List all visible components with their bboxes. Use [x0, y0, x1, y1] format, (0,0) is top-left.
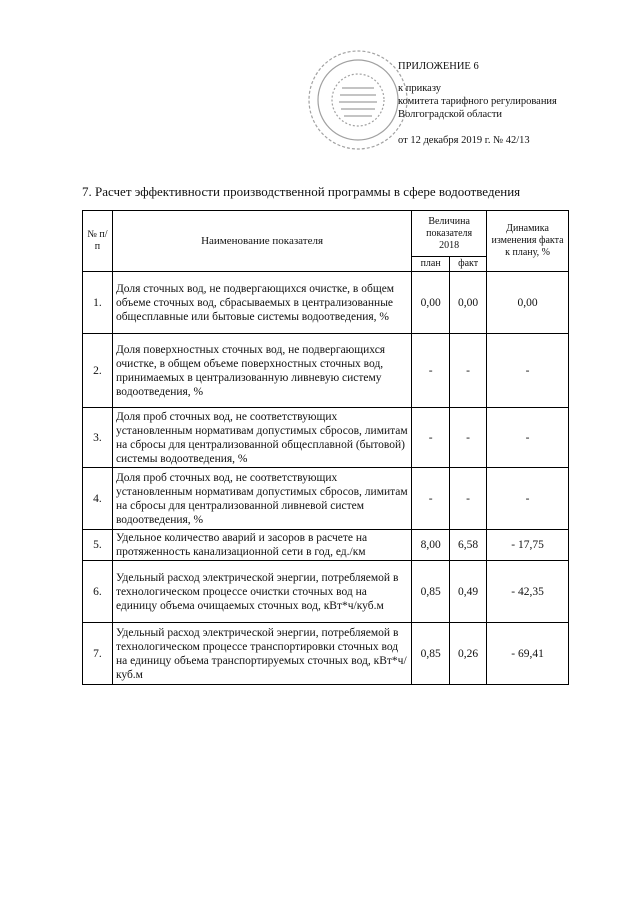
- row-indicator-name: Доля сточных вод, не подвергающихся очистке, в общем объеме сточных вод, сбрасываемых в централизованные общесплавные или бытовые системы водоотведения, %: [112, 272, 411, 334]
- row-plan-value: 0,00: [412, 272, 450, 334]
- row-dynamics-value: - 69,41: [487, 623, 569, 685]
- table-row: [83, 468, 569, 530]
- row-indicator-name: Удельное количество аварий и засоров в расчете на протяженность канализационной сети в год, ед./км: [112, 530, 411, 561]
- row-fact-value: -: [450, 334, 487, 408]
- header-dynamics: Динамика изменения факта к плану, %: [487, 211, 569, 272]
- section-title: 7. Расчет эффективности производственной программы в сфере водоотведения: [82, 184, 521, 199]
- row-number: 2.: [83, 334, 113, 408]
- appendix-line-order: к приказу: [398, 83, 441, 94]
- row-number: 7.: [83, 623, 113, 685]
- header-indicator-name: Наименование показателя: [112, 211, 411, 272]
- row-plan-value: -: [412, 468, 450, 530]
- appendix-line-region: Волгоградской области: [398, 109, 503, 120]
- header-number: № п/п: [83, 211, 113, 272]
- row-indicator-name: Доля проб сточных вод, не соответствующих установленным нормативам допустимых сбросов, лимитам на сбросы для централизованной общесплавной (бытовой) системы водоотведения, %: [112, 408, 411, 468]
- appendix-title: ПРИЛОЖЕНИЕ 6: [398, 61, 479, 72]
- row-fact-value: -: [450, 468, 487, 530]
- row-dynamics-value: -: [487, 334, 569, 408]
- appendix-line-committee: комитета тарифного регулирования: [398, 96, 557, 107]
- table-row: [83, 334, 569, 408]
- row-plan-value: -: [412, 334, 450, 408]
- row-number: 4.: [83, 468, 113, 530]
- row-number: 3.: [83, 408, 113, 468]
- row-indicator-name: Удельный расход электрической энергии, потребляемой в технологическом процессе транспортировки сточных вод на единицу объема транспортируемых сточных вод, кВт*ч/куб.м: [112, 623, 411, 685]
- appendix-header: [398, 60, 557, 147]
- row-indicator-name: Доля поверхностных сточных вод, не подвергающихся очистке, в общем объеме поверхностных сточных вод, принимаемых в централизованную ливневую систему водоотведения, %: [112, 334, 411, 408]
- header-indicator-value: Величина показателя 2018: [412, 211, 487, 257]
- row-number: 6.: [83, 561, 113, 623]
- row-dynamics-value: -: [487, 468, 569, 530]
- row-plan-value: -: [412, 408, 450, 468]
- row-dynamics-value: 0,00: [487, 272, 569, 334]
- row-indicator-name: Доля проб сточных вод, не соответствующих установленным нормативам допустимых сбросов, лимитам на сбросы для централизованной ливневой систем водоотведения, %: [112, 468, 411, 530]
- header-plan: план: [412, 257, 450, 272]
- row-plan-value: 0,85: [412, 561, 450, 623]
- row-fact-value: 6,58: [450, 530, 487, 561]
- row-fact-value: -: [450, 408, 487, 468]
- row-dynamics-value: -: [487, 408, 569, 468]
- row-plan-value: 0,85: [412, 623, 450, 685]
- header-fact: факт: [450, 257, 487, 272]
- table-row: [83, 561, 569, 623]
- row-fact-value: 0,26: [450, 623, 487, 685]
- row-indicator-name: Удельный расход электрической энергии, потребляемой в технологическом процессе очистки сточных вод на единицу объема очищаемых сточных вод, кВт*ч/куб.м: [112, 561, 411, 623]
- appendix-date-line: от 12 декабря 2019 г. № 42/13: [398, 135, 530, 146]
- efficiency-table: [82, 210, 569, 685]
- row-dynamics-value: - 17,75: [487, 530, 569, 561]
- row-number: 1.: [83, 272, 113, 334]
- table-row: [83, 408, 569, 468]
- official-stamp-seal: [306, 48, 410, 152]
- row-dynamics-value: - 42,35: [487, 561, 569, 623]
- row-number: 5.: [83, 530, 113, 561]
- table-row: [83, 623, 569, 685]
- table-row: [83, 530, 569, 561]
- table-row: [83, 272, 569, 334]
- row-fact-value: 0,49: [450, 561, 487, 623]
- row-fact-value: 0,00: [450, 272, 487, 334]
- row-plan-value: 8,00: [412, 530, 450, 561]
